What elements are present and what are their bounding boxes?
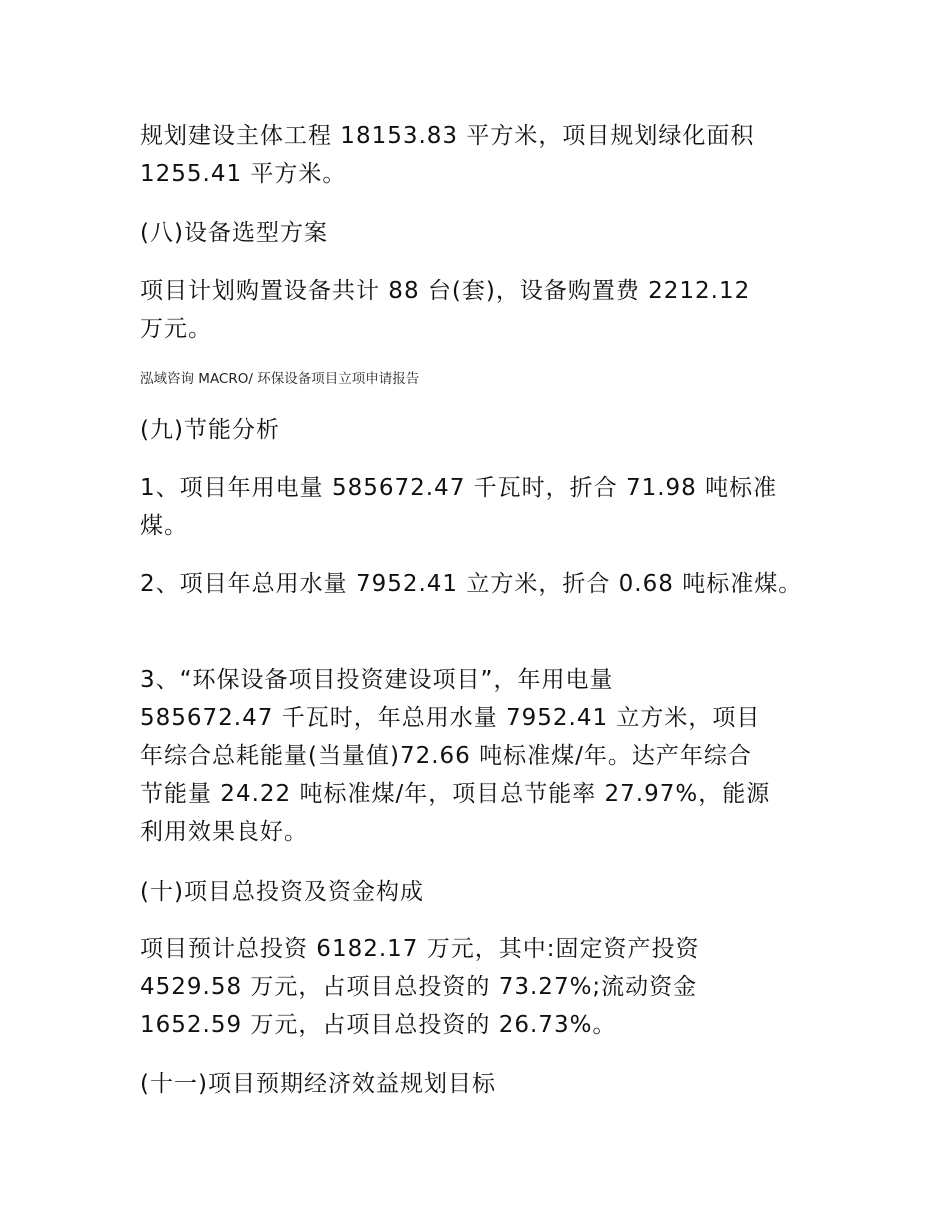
running-header: 泓域咨询 MACRO/ 环保设备项目立项申请报告 [140,371,420,387]
section-heading-equipment: (八)设备选型方案 [140,220,328,246]
text-line: 项目预计总投资 6182.17 万元，其中:固定资产投资 [140,936,700,962]
text-line: 1652.59 万元，占项目总投资的 26.73%。 [140,1012,617,1038]
text-line: 585672.47 千瓦时，年总用水量 7952.41 立方米，项目 [140,705,761,731]
paragraph-electricity [140,469,777,545]
text-line: 年综合总耗能量(当量值)72.66 吨标准煤/年。达产年综合 [140,743,752,769]
text-line: 节能量 24.22 吨标准煤/年，项目总节能率 27.97%，能源 [140,781,771,807]
text-line: 3、“环保设备项目投资建设项目”，年用电量 [140,667,614,693]
paragraph-equipment [140,272,750,348]
paragraph-energy-summary [140,661,770,851]
text-line: 利用效果良好。 [140,819,308,845]
text-line: 项目计划购置设备共计 88 台(套)，设备购置费 2212.12 [140,278,751,304]
text-line: 1、项目年用电量 585672.47 千瓦时，折合 71.98 吨标准 [140,475,778,501]
text-line: 万元。 [140,316,212,342]
paragraph-land-area [140,117,754,193]
text-line: 4529.58 万元，占项目总投资的 73.27%;流动资金 [140,974,698,1000]
section-heading-energy: (九)节能分析 [140,417,280,443]
section-heading-economic-targets: (十一)项目预期经济效益规划目标 [140,1071,496,1097]
paragraph-investment [140,930,699,1044]
text-line: 煤。 [140,513,188,539]
section-heading-investment: (十)项目总投资及资金构成 [140,879,424,905]
paragraph-water: 2、项目年总用水量 7952.41 立方米，折合 0.68 吨标准煤。 [140,571,803,597]
text-line: 规划建设主体工程 18153.83 平方米，项目规划绿化面积 [140,123,755,149]
text-line: 1255.41 平方米。 [140,161,347,187]
